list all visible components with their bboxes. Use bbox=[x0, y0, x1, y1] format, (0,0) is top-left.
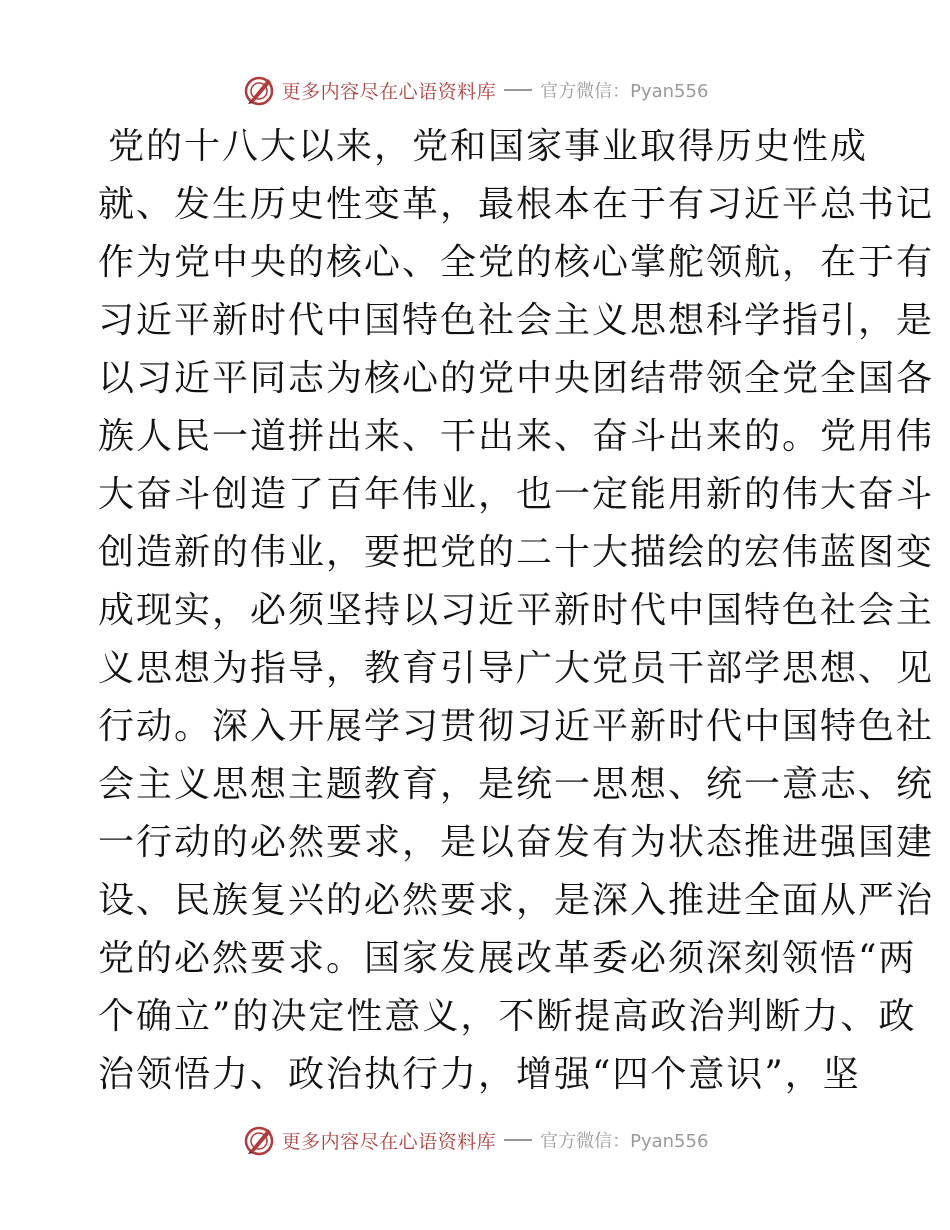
brand-text: 更多内容尽在心语资料库 bbox=[281, 80, 497, 103]
banner-divider bbox=[504, 1139, 532, 1141]
banner-divider bbox=[504, 89, 532, 91]
official-account-text: 官方微信：Pyan556 bbox=[540, 81, 709, 102]
text-line: 个确立”的决定性意义，不断提高政治判断力、政 bbox=[98, 996, 917, 1037]
text-line: 习近平新时代中国特色社会主义思想科学指引，是 bbox=[98, 300, 935, 341]
text-line: 设、民族复兴的必然要求，是深入推进全面从严治 bbox=[98, 880, 935, 921]
official-account-text: 官方微信：Pyan556 bbox=[540, 1131, 709, 1152]
text-line: 党的十八大以来，党和国家事业取得历史性成 bbox=[108, 126, 869, 167]
text-line: 族人民一道拼出来、干出来、奋斗出来的。党用伟 bbox=[98, 416, 935, 457]
text-line: 行动。深入开展学习贯彻习近平新时代中国特色社 bbox=[98, 706, 935, 747]
text-line: 成现实，必须坚持以习近平新时代中国特色社会主 bbox=[98, 590, 935, 631]
text-line: 大奋斗创造了百年伟业，也一定能用新的伟大奋斗 bbox=[98, 474, 935, 515]
footer-banner bbox=[0, 1120, 950, 1160]
brand-text: 更多内容尽在心语资料库 bbox=[281, 1130, 497, 1153]
text-line: 作为党中央的核心、全党的核心掌舵领航，在于有 bbox=[98, 242, 935, 283]
pen-logo-icon bbox=[242, 1123, 276, 1157]
document-body bbox=[98, 118, 935, 1104]
text-line: 会主义思想主题教育，是统一思想、统一意志、统 bbox=[98, 764, 935, 805]
text-line: 一行动的必然要求，是以奋发有为状态推进强国建 bbox=[98, 822, 935, 863]
text-line: 创造新的伟业，要把党的二十大描绘的宏伟蓝图变 bbox=[98, 532, 935, 573]
header-banner bbox=[0, 70, 950, 110]
text-line: 党的必然要求。国家发展改革委必须深刻领悟“两 bbox=[98, 938, 917, 979]
text-line: 以习近平同志为核心的党中央团结带领全党全国各 bbox=[98, 358, 935, 399]
text-line: 就、发生历史性变革，最根本在于有习近平总书记 bbox=[98, 184, 935, 225]
text-line: 治领悟力、政治执行力，增强“四个意识”，坚 bbox=[98, 1054, 861, 1095]
text-line: 义思想为指导，教育引导广大党员干部学思想、见 bbox=[98, 648, 935, 689]
pen-logo-icon bbox=[242, 73, 276, 107]
